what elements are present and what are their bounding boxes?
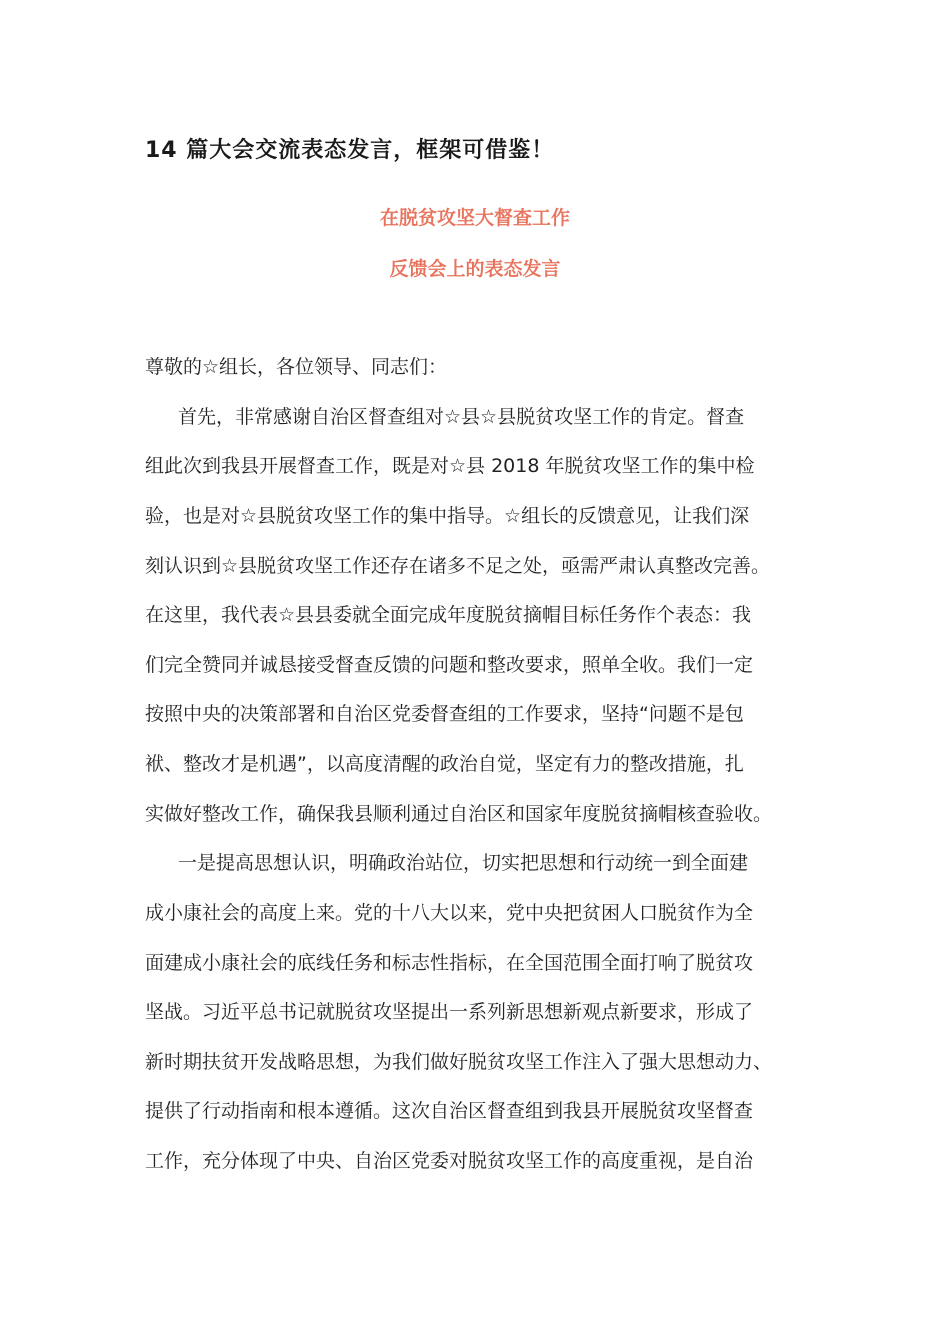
salutation: 尊敬的☆组长，各位领导、同志们： <box>145 356 448 378</box>
paragraph-line: 在这里，我代表☆县县委就全面完成年度脱贫摘帽目标任务作个表态：我 <box>145 604 752 626</box>
paragraph-line: 成小康社会的高度上来。党的十八大以来，党中央把贫困人口脱贫作为全 <box>145 902 754 924</box>
speech-subtitle-line-2: 反馈会上的表态发言 <box>389 258 561 280</box>
document-title: 14 篇大会交流表态发言，框架可借鉴！ <box>145 138 555 163</box>
paragraph-line: 面建成小康社会的底线任务和标志性指标，在全国范围全面打响了脱贫攻 <box>145 952 754 974</box>
speech-subtitle-line-1: 在脱贫攻坚大督查工作 <box>379 207 570 229</box>
paragraph-line: 坚战。习近平总书记就脱贫攻坚提出一系列新思想新观点新要求，形成了 <box>145 1001 754 1023</box>
paragraph-line: 提供了行动指南和根本遵循。这次自治区督查组到我县开展脱贫攻坚督查 <box>145 1100 754 1122</box>
paragraph-line: 按照中央的决策部署和自治区党委督查组的工作要求，坚持“问题不是包 <box>145 703 744 725</box>
paragraph-line: 一是提高思想认识，明确政治站位，切实把思想和行动统一到全面建 <box>178 852 749 874</box>
paragraph-line: 新时期扶贫开发战略思想，为我们做好脱贫攻坚工作注入了强大思想动力、 <box>145 1051 773 1073</box>
paragraph-line: 刻认识到☆县脱贫攻坚工作还存在诸多不足之处，亟需严肃认真整改完善。 <box>145 555 771 577</box>
paragraph-line: 们完全赞同并诚恳接受督查反馈的问题和整改要求，照单全收。我们一定 <box>145 654 754 676</box>
paragraph-line: 实做好整改工作，确保我县顺利通过自治区和国家年度脱贫摘帽核查验收。 <box>145 803 773 825</box>
paragraph-line: 验，也是对☆县脱贫攻坚工作的集中指导。☆组长的反馈意见，让我们深 <box>145 505 750 527</box>
paragraph-line: 首先，非常感谢自治区督查组对☆县☆县脱贫攻坚工作的肯定。督查 <box>178 406 745 428</box>
paragraph-line: 工作，充分体现了中央、自治区党委对脱贫攻坚工作的高度重视，是自治 <box>145 1150 754 1172</box>
paragraph-line: 组此次到我县开展督查工作，既是对☆县 2018 年脱贫攻坚工作的集中检 <box>145 455 755 477</box>
paragraph-line: 袱、整改才是机遇”，以高度清醒的政治自觉，坚定有力的整改措施，扎 <box>145 753 744 775</box>
